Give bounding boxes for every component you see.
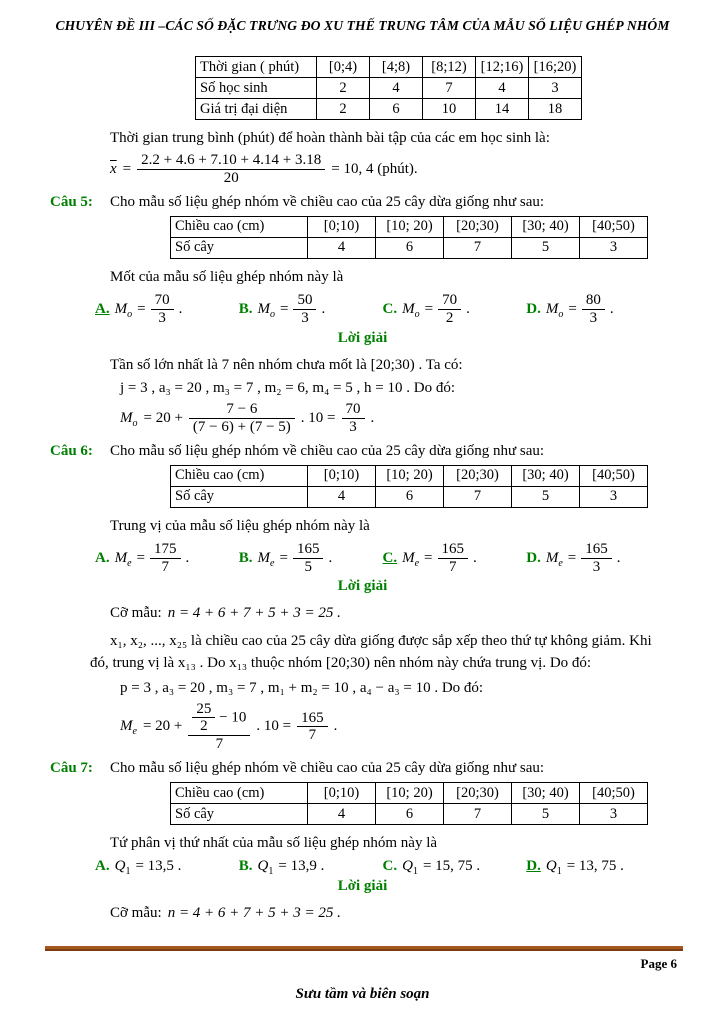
option-d: D. $M_o$ = $\frac{80}{3}$ . (526, 292, 614, 326)
table-cell: [16;20) (529, 57, 582, 78)
table-cell: 6 (370, 99, 423, 120)
option-b: B. $Q_1$ = 13,9 . (238, 858, 325, 878)
variable: Q (545, 858, 557, 875)
table-cell: [20;30) (444, 465, 512, 486)
table-cell: 4 (308, 804, 376, 825)
table-header-cell: Giá trị đại diện (196, 99, 317, 120)
table-cell: [10; 20) (376, 783, 444, 804)
solution-line: j = 3 , a₃ = 20 , m₃ = 7 , m₂ = 6, m₄ = 5 , h = 10 . Do đó: (120, 379, 456, 396)
table-cell: [30; 40) (512, 783, 580, 804)
table-header-cell: Chiều cao (cm) (171, 216, 308, 237)
table-header-cell: Số cây (171, 486, 308, 507)
solution-heading: Lời giải (337, 578, 388, 595)
variable: M (257, 300, 271, 317)
question-6-text: Trung vị của mẫu số liệu ghép nhóm này là (110, 517, 370, 534)
option-letter: B. (238, 858, 253, 875)
table-cell: 6 (376, 237, 444, 258)
formula-result: = 10, 4 (phút). (331, 161, 418, 178)
solution-heading: Lời giải (337, 329, 388, 346)
solution-line: Tần số lớn nhất là 7 nên nhóm chưa mốt là [20;30) . Ta có: (110, 356, 463, 373)
table-cell: [12;16) (476, 57, 529, 78)
variable: M (402, 300, 415, 317)
table-cell: [40;50) (580, 465, 648, 486)
x-bar-variable: $\overline{x}$ (110, 161, 117, 178)
question-5-label: Câu 5: (50, 193, 93, 210)
height-table-q6 (170, 465, 648, 508)
option-letter: A. (95, 300, 110, 317)
table-cell: 3 (580, 486, 648, 507)
median-formula: $M_e$ = 20 + $\frac{25}{2}$ − 10 7 . 10 = $\frac{165}{7}$ . (120, 700, 338, 753)
intro-text: Thời gian trung bình (phút) để hoàn thành bài tập của các em học sinh là: (110, 130, 550, 146)
height-table-q5 (170, 216, 648, 259)
table-cell: [8;12) (423, 57, 476, 78)
table-header-cell: Thời gian ( phút) (196, 57, 317, 78)
option-letter: C. (382, 858, 398, 875)
table-row (171, 783, 648, 804)
table-cell: 5 (512, 804, 580, 825)
table-cell: 4 (476, 78, 529, 99)
option-letter: C. (382, 549, 398, 566)
fraction: $\frac{50}{3}$ (293, 292, 316, 327)
table-row (171, 804, 648, 825)
table-cell: 18 (529, 99, 582, 120)
question-5-text: Mốt của mẫu số liệu ghép nhóm này là (110, 268, 344, 285)
question-7-row (0, 760, 725, 777)
variable: M (120, 409, 133, 426)
option-letter: A. (95, 858, 110, 875)
variable: Q (257, 858, 269, 875)
variable: M (120, 718, 133, 735)
question-7-label: Câu 7: (50, 760, 93, 777)
table-cell: [20;30) (444, 783, 512, 804)
nested-fraction: $\frac{25}{2}$ (192, 701, 215, 736)
table-header-cell: Số cây (171, 804, 308, 825)
table-cell: 4 (308, 486, 376, 507)
option-d: D. $M_e$ = $\frac{165}{3}$ . (526, 540, 621, 575)
equals-sign: = (122, 161, 132, 178)
table-cell: 3 (529, 78, 582, 99)
table-cell: 4 (308, 237, 376, 258)
table-cell: [30; 40) (512, 465, 580, 486)
table-cell: [0;4) (317, 57, 370, 78)
variable: M (114, 549, 128, 566)
question-6-options (95, 541, 670, 576)
table-cell: 4 (370, 78, 423, 99)
option-letter: A. (95, 549, 110, 566)
variable: M (114, 300, 128, 317)
solution-paragraph: x₁, x₂, ..., x₂₅ là chiều cao của 25 cây dừa giống được sắp xếp theo thứ tự không giảm. Khi đó, trung vị là x₁₃ . Do x₁₃ thuộc nhóm [20;30) nên nhóm này chứa trung vị. Do đó: (90, 632, 652, 672)
fraction: $\frac{25}{2}$ − 10 7 (188, 701, 250, 753)
option-letter: D. (526, 300, 541, 317)
table-cell: [0;10) (308, 783, 376, 804)
table-row (171, 486, 648, 507)
sample-size-line: Cỡ mẫu: n = 4 + 6 + 7 + 5 + 3 = 25 . (110, 605, 341, 622)
table-row (196, 57, 582, 78)
table-cell: [20;30) (444, 216, 512, 237)
question-6-prompt: Cho mẫu số liệu ghép nhóm về chiều cao của 25 cây dừa giống như sau: (110, 442, 545, 459)
question-6-label: Câu 6: (50, 442, 93, 459)
table-header-cell: Chiều cao (cm) (171, 783, 308, 804)
footer-divider (45, 946, 683, 951)
table-cell: 6 (376, 486, 444, 507)
option-letter: C. (382, 300, 398, 317)
table-row (196, 78, 582, 99)
solution-heading: Lời giải (337, 878, 388, 895)
question-5-options (95, 292, 670, 327)
solution-line: p = 3 , a₃ = 20 , m₃ = 7 , m₁ + m₂ = 10 , a₄ − a₃ = 10 . Do đó: (120, 679, 484, 696)
table-row (171, 465, 648, 486)
table-cell: 2 (317, 99, 370, 120)
fraction: $\frac{7 - 6}{(7 - 6) + (7 - 5)}$ (189, 401, 295, 436)
option-letter: B. (238, 549, 253, 566)
question-7-text: Tứ phân vị thứ nhất của mẫu số liệu ghép nhóm này là (110, 835, 438, 852)
option-b: B. $M_o$ = $\frac{50}{3}$ . (238, 292, 326, 326)
table-cell: 5 (512, 486, 580, 507)
option-letter: D. (526, 858, 541, 875)
table-cell: 5 (512, 237, 580, 258)
fraction: $\frac{70}{3}$ (151, 292, 174, 327)
footer-credit: Sưu tầm và biên soạn (295, 986, 430, 1002)
table-cell: [0;10) (308, 216, 376, 237)
sample-size-line: Cỡ mẫu: n = 4 + 6 + 7 + 5 + 3 = 25 . (110, 905, 341, 922)
table-header-cell: Chiều cao (cm) (171, 465, 308, 486)
question-7-options (95, 858, 670, 878)
question-7-prompt: Cho mẫu số liệu ghép nhóm về chiều cao của 25 cây dừa giống như sau: (110, 760, 545, 777)
table-cell: [40;50) (580, 783, 648, 804)
option-a: A. $M_e$ = $\frac{175}{7}$ . (95, 540, 190, 575)
table-cell: 3 (580, 237, 648, 258)
table-cell: 3 (580, 804, 648, 825)
fraction: $\frac{165}{7}$ (297, 710, 328, 745)
table-cell: 14 (476, 99, 529, 120)
option-a: A. $Q_1$ = 13,5 . (95, 858, 182, 878)
variable: M (257, 549, 271, 566)
mean-formula (110, 152, 725, 187)
option-letter: B. (238, 300, 253, 317)
page-title: CHUYÊN ĐỀ III –CÁC SỐ ĐẶC TRƯNG ĐO XU THẾ TRUNG TÂM CỦA MẪU SỐ LIỆU GHÉP NHÓM (55, 18, 670, 33)
table-cell: [30; 40) (512, 216, 580, 237)
fraction: $\frac{70}{3}$ (342, 401, 365, 436)
table-cell: 7 (444, 237, 512, 258)
question-6-row (0, 443, 725, 460)
variable: M (402, 549, 415, 566)
table-header-cell: Số cây (171, 237, 308, 258)
option-b: B. $M_e$ = $\frac{165}{5}$ . (238, 540, 333, 575)
question-5-prompt: Cho mẫu số liệu ghép nhóm về chiều cao của 25 cây dừa giống như sau: (110, 193, 545, 210)
page-number: Page 6 (640, 956, 677, 971)
table-cell: 10 (423, 99, 476, 120)
duration-frequency-table (195, 56, 582, 120)
fraction: $\frac{165}{7}$ (438, 541, 469, 576)
table-cell: [10; 20) (376, 216, 444, 237)
option-a: A. $M_o$ = $\frac{70}{3}$ . (95, 292, 183, 326)
table-cell: 7 (444, 486, 512, 507)
table-row (196, 99, 582, 120)
table-cell: 6 (376, 804, 444, 825)
option-c: C. $Q_1$ = 15, 75 . (382, 858, 481, 878)
mode-formula: $M_o$ = 20 + $\frac{7 - 6}{(7 - 6) + (7 - 5)}$ . 10 = $\frac{70}{3}$ . (120, 400, 375, 435)
table-cell: 7 (444, 804, 512, 825)
fraction: $\frac{2.2 + 4.6 + 7.10 + 4.14 + 3.18}{20}$ (137, 152, 325, 187)
option-d: D. $Q_1$ = 13, 75 . (526, 858, 624, 878)
fraction: $\frac{165}{5}$ (293, 541, 324, 576)
table-cell: [10; 20) (376, 465, 444, 486)
question-5-row (0, 194, 725, 211)
table-cell: [40;50) (580, 216, 648, 237)
table-cell: 7 (423, 78, 476, 99)
variable: M (545, 549, 559, 566)
fraction: $\frac{70}{2}$ (438, 292, 461, 327)
table-header-cell: Số học sinh (196, 78, 317, 99)
option-c: C. $M_o$ = $\frac{70}{2}$ . (382, 292, 470, 326)
height-table-q7 (170, 782, 648, 825)
table-cell: 2 (317, 78, 370, 99)
variable: Q (402, 858, 413, 875)
table-row (171, 216, 648, 237)
table-row (171, 237, 648, 258)
fraction: $\frac{165}{3}$ (581, 541, 612, 576)
table-cell: [0;10) (308, 465, 376, 486)
fraction: $\frac{175}{7}$ (150, 541, 181, 576)
variable: Q (114, 858, 126, 875)
table-cell: [4;8) (370, 57, 423, 78)
option-c: C. $M_e$ = $\frac{165}{7}$ . (382, 540, 477, 575)
fraction: $\frac{80}{3}$ (582, 292, 605, 327)
option-letter: D. (526, 549, 541, 566)
variable: M (545, 300, 559, 317)
